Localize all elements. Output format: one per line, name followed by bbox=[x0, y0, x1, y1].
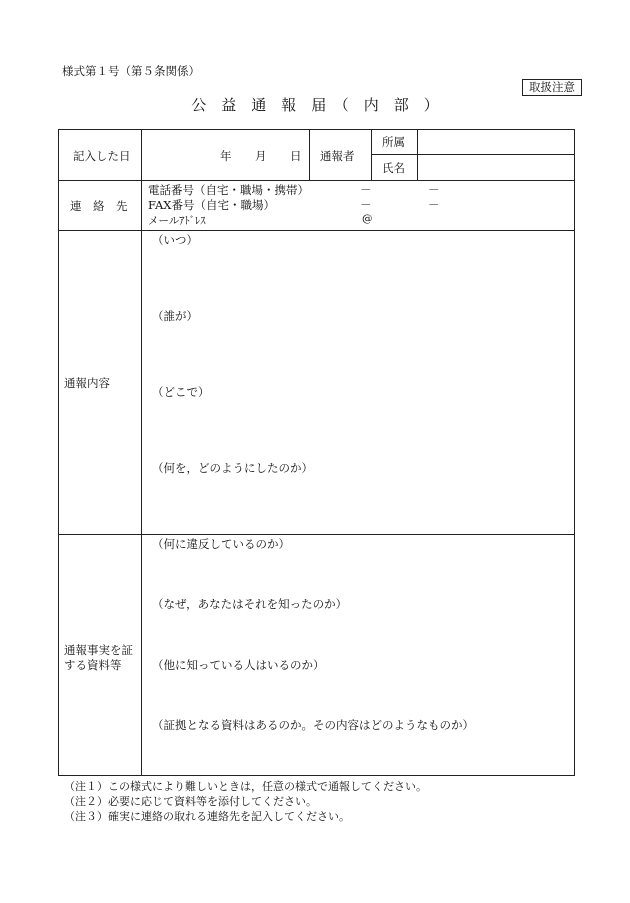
affiliation-label: 所属 bbox=[382, 135, 405, 149]
reporter-label: 通報者 bbox=[320, 149, 355, 163]
note-1: （注１）この様式により難しいときは，任意の様式で通報してください。 bbox=[64, 780, 427, 793]
evidence-label-line1: 通報事実を証 bbox=[64, 643, 133, 657]
prompt-when: （いつ） bbox=[152, 233, 198, 247]
note-2: （注２）必要に応じて資料等を添付してください。 bbox=[64, 795, 317, 808]
prompt-what-how: （何を，どのようにしたのか） bbox=[152, 461, 313, 475]
table-border-top bbox=[58, 129, 575, 130]
note-3: （注３）確実に連絡の取れる連絡先を記入してください。 bbox=[64, 810, 350, 823]
email-label: メールｱﾄﾞﾚｽ bbox=[148, 215, 206, 227]
fax-dash-1: － bbox=[360, 198, 372, 212]
table-border-right bbox=[574, 129, 575, 776]
prompt-violation: （何に違反しているのか） bbox=[152, 537, 290, 551]
table-border-bottom bbox=[58, 775, 575, 776]
row-divider-date bbox=[58, 180, 575, 181]
email-at: @ bbox=[362, 213, 373, 225]
day-label: 日 bbox=[290, 149, 302, 163]
phone-dash-1: － bbox=[360, 183, 372, 197]
phone-dash-2: － bbox=[428, 183, 440, 197]
handling-badge: 取扱注意 bbox=[522, 79, 582, 96]
prompt-where: （どこで） bbox=[152, 385, 210, 399]
reporter-divider bbox=[309, 129, 310, 180]
affiliation-name-divider bbox=[371, 154, 574, 155]
prompt-how-known: （なぜ，あなたはそれを知ったのか） bbox=[152, 597, 348, 611]
evidence-field[interactable] bbox=[143, 535, 573, 774]
name-field[interactable] bbox=[419, 156, 572, 178]
prompt-evidence-materials: （証拠となる資料はあるのか。その内容はどのようなものか） bbox=[152, 718, 474, 732]
table-border-left bbox=[58, 129, 59, 776]
form-number: 様式第１号（第５条関係） bbox=[62, 64, 200, 78]
label-column-divider bbox=[141, 129, 142, 776]
content-label: 通報内容 bbox=[64, 376, 110, 390]
affiliation-field[interactable] bbox=[419, 131, 572, 153]
evidence-label-line2: する資料等 bbox=[64, 658, 122, 672]
year-label: 年 bbox=[220, 149, 232, 163]
fax-label: FAX番号（自宅・職場） bbox=[148, 198, 275, 212]
prompt-who: （誰が） bbox=[152, 309, 198, 323]
fax-dash-2: － bbox=[428, 198, 440, 212]
name-label: 氏名 bbox=[382, 161, 405, 175]
prompt-others-know: （他に知っている人はいるのか） bbox=[152, 658, 325, 672]
contact-label: 連 絡 先 bbox=[70, 199, 128, 213]
phone-label: 電話番号（自宅・職場・携帯） bbox=[148, 183, 309, 197]
month-label: 月 bbox=[255, 149, 267, 163]
content-field[interactable] bbox=[143, 231, 573, 533]
page-title: 公 益 通 報 届 （ 内 部 ） bbox=[191, 96, 439, 114]
date-label: 記入した日 bbox=[73, 149, 131, 163]
